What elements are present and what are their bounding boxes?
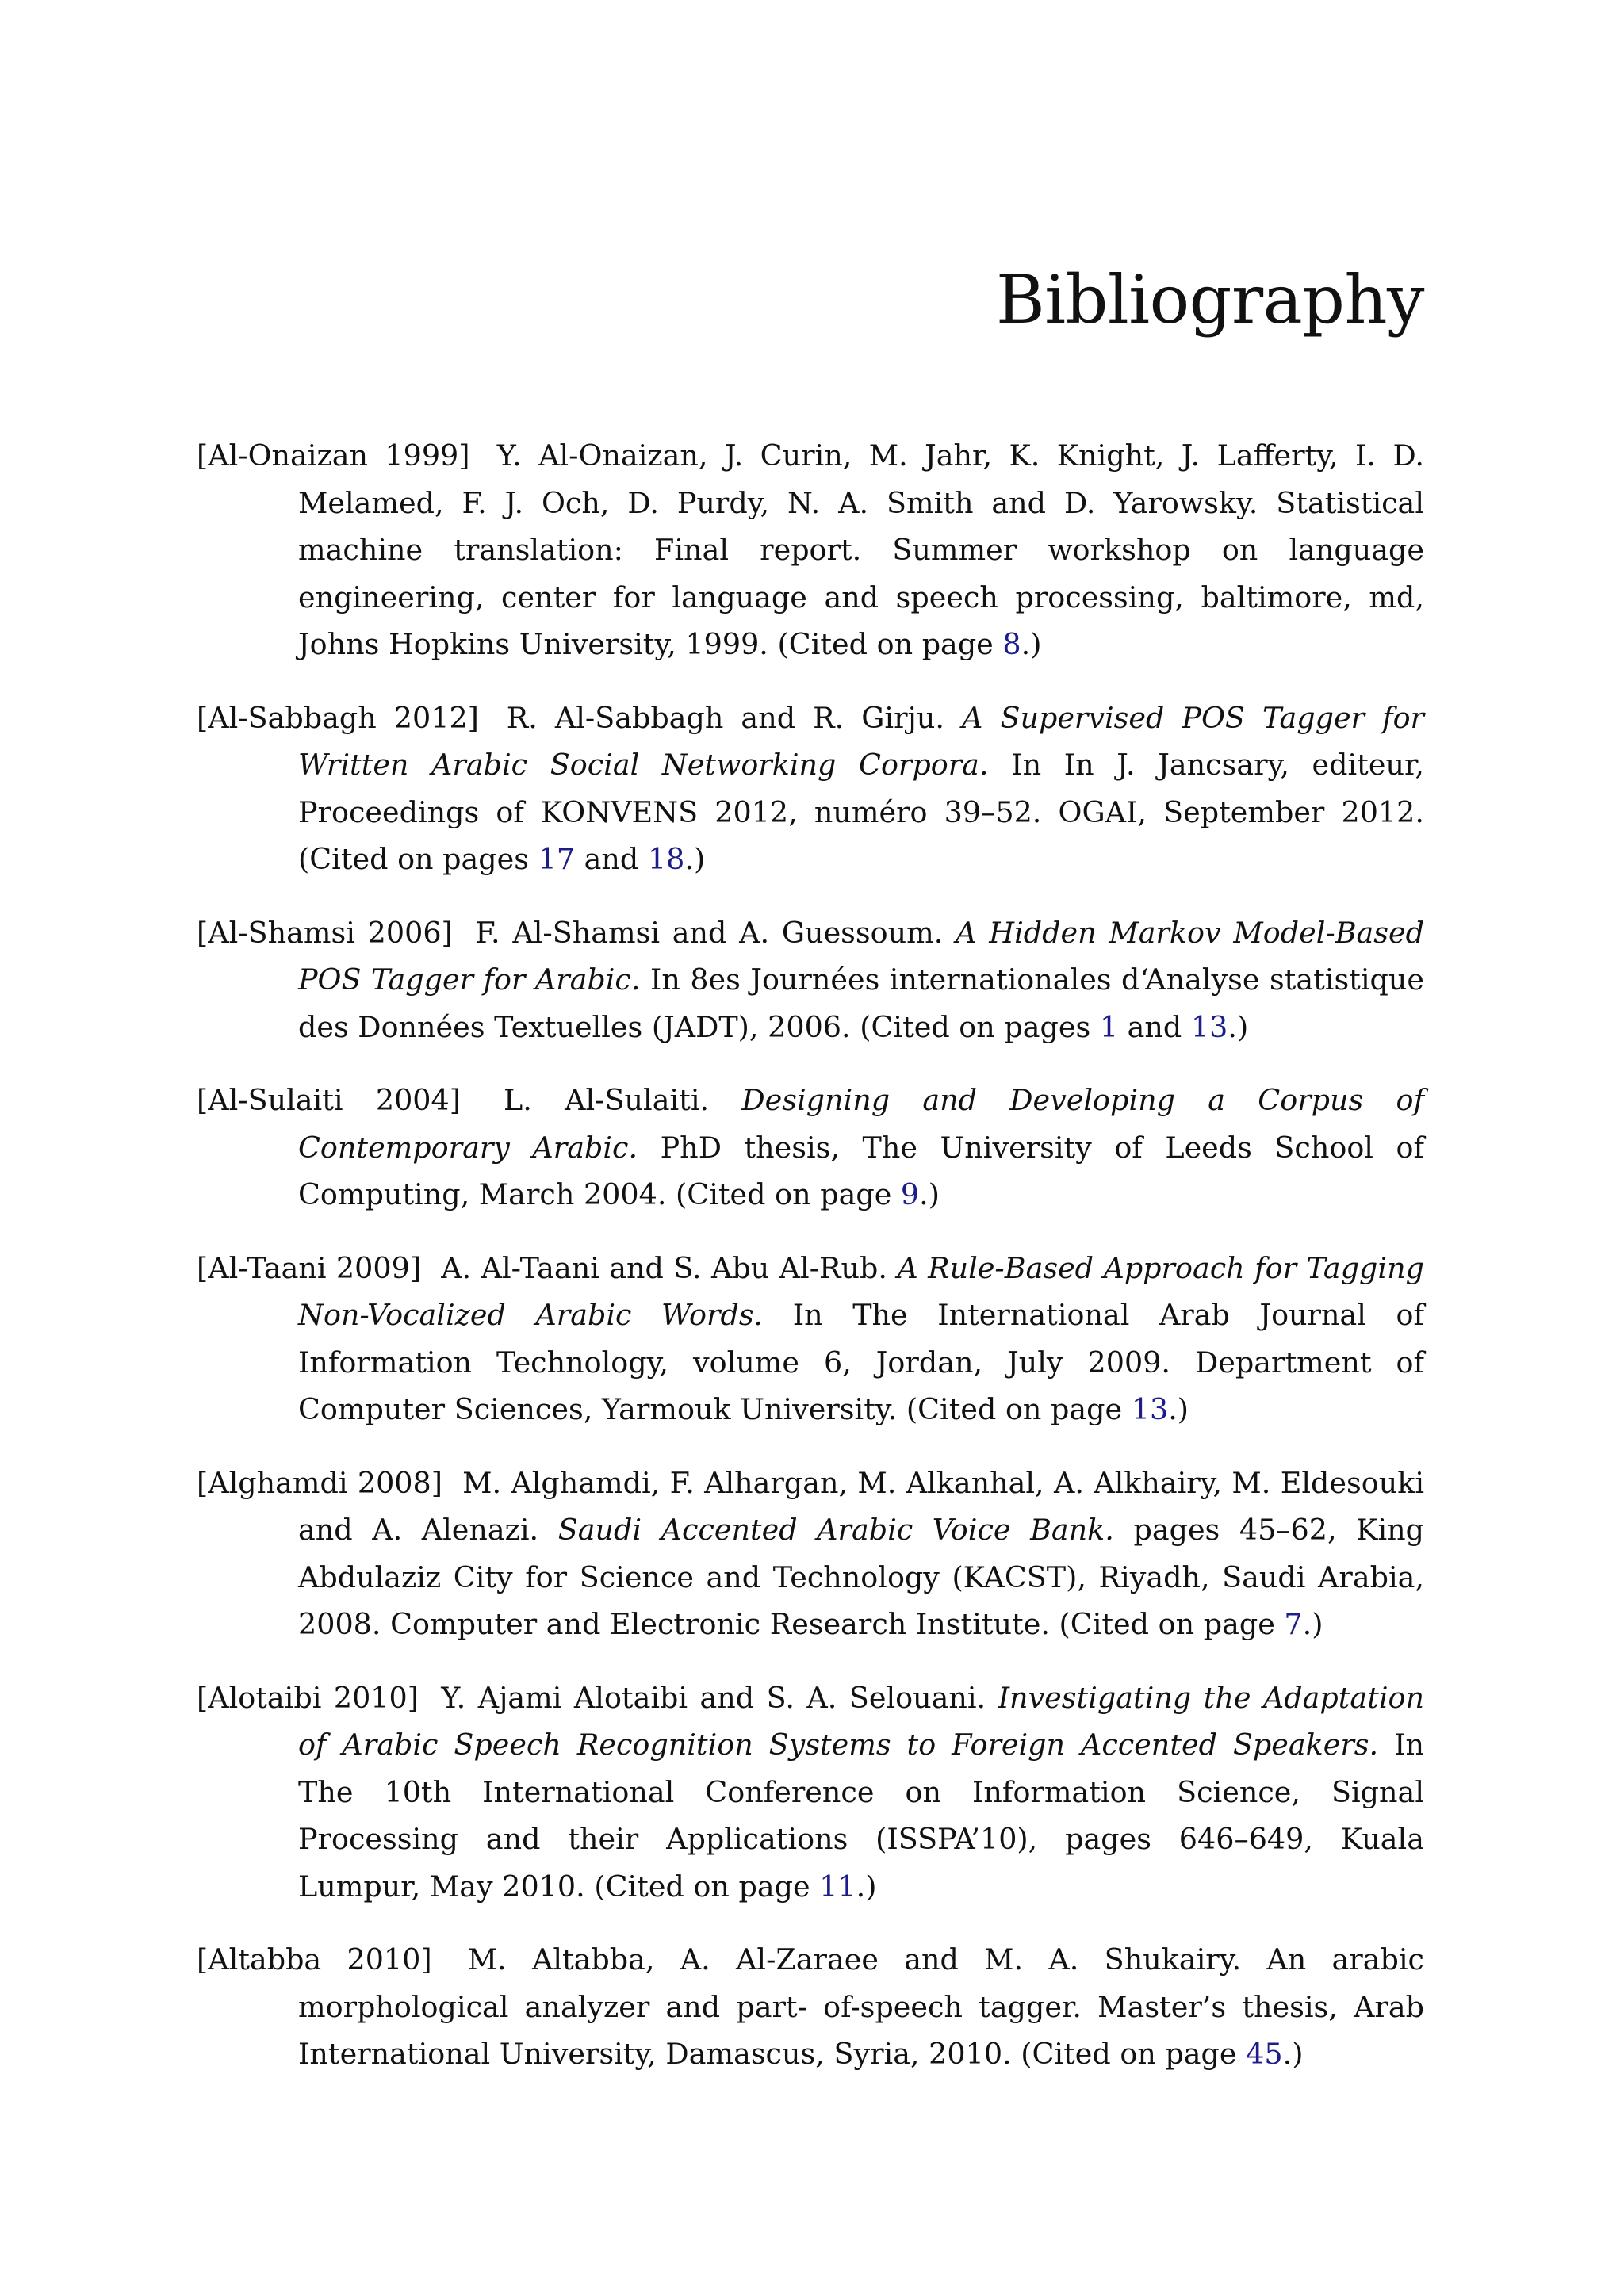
cited-page-link[interactable]: 1: [1099, 1009, 1119, 1044]
bib-cited-prefix: (Cited on page: [777, 627, 994, 661]
bib-cited-suffix: .): [1168, 1392, 1189, 1426]
bib-title: A Hidden Markov Model-Based POS Tagger for Arabic.: [298, 915, 1425, 997]
bib-entry: [197, 1936, 1424, 2078]
bib-key: [Al-Sabbagh 2012]: [197, 700, 479, 735]
bib-key: [Al-Onaizan 1999]: [197, 438, 470, 473]
bib-cited-prefix: (Cited on page: [1059, 1607, 1275, 1641]
bib-authors: M. Altabba, A. Al-Zaraee and M. A. Shukairy.: [467, 1942, 1242, 1976]
cited-page-link[interactable]: 18: [647, 842, 685, 876]
bib-authors: A. Al-Taani and S. Abu Al-Rub.: [441, 1250, 887, 1285]
page-title: Bibliography: [996, 261, 1424, 339]
bib-cited-prefix: (Cited on pages: [298, 842, 529, 876]
bib-details: In In J. Jancsary, editeur, Proceedings of KONVENS 2012, numéro 39–52. OGAI, September 2012.: [298, 748, 1424, 829]
bib-entry: [Al-Sabbagh 2012] R. Al-Sabbagh and R. Girju. A Supervised POS Tagger for Written Arabic Social Networking Corpora. In In J. Jancsary, editeur, Proceedings of KONVENS 2012, numéro 39–52. OGAI, September 2012. (Cited on pages 17 and 18.): [197, 700, 1424, 876]
bib-key: [Al-Taani 2009]: [197, 1250, 422, 1285]
cited-page-link[interactable]: 7: [1284, 1607, 1303, 1641]
bib-key: [Al-Shamsi 2006]: [197, 915, 453, 950]
bib-cited-prefix: (Cited on page: [676, 1177, 892, 1211]
bib-cited-suffix: .): [1282, 2037, 1304, 2071]
bib-authors: M. Alghamdi, F. Alhargan, M. Alkanhal, A. Alkhairy, M. Eldesouki and A. Alenazi.: [298, 1465, 1425, 1547]
bib-cited-suffix: .): [1021, 627, 1042, 661]
bib-title: Saudi Accented Arabic Voice Bank.: [557, 1513, 1114, 1547]
bib-title: Investigating the Adaptation of Arabic Speech Recognition Systems to Foreign Accented Speakers.: [298, 1680, 1425, 1762]
bib-title: A Supervised POS Tagger for Written Arabic Social Networking Corpora.: [298, 700, 1424, 782]
bib-details: An arabic morphological analyzer and part- of-speech tagger. Master’s thesis, Arab International University, Damascus, Syria, 2010.: [298, 1942, 1424, 2071]
bib-title: A Rule-Based Approach for Tagging Non-Vocalized Arabic Words.: [298, 1250, 1424, 1332]
bib-details: In The International Arab Journal of Information Technology, volume 6, Jordan, July 2009. Department of Computer Sciences, Yarmouk University.: [298, 1298, 1424, 1426]
cited-page-link[interactable]: 11: [819, 1869, 856, 1904]
bib-key: [Alghamdi 2008]: [197, 1465, 442, 1500]
bib-details: Statistical machine translation: Final report. Summer workshop on language engineering, center for language and speech processing, baltimore, md, Johns Hopkins University, 1999.: [298, 485, 1424, 661]
cited-page-link[interactable]: 8: [1002, 627, 1021, 661]
cited-page-link[interactable]: 9: [900, 1177, 920, 1211]
bib-cited-suffix: .): [919, 1177, 940, 1211]
bib-entry: [Al-Shamsi 2006] F. Al-Shamsi and A. Guessoum. A Hidden Markov Model-Based POS Tagger for Arabic. In 8es Journées internationales d‘Analyse statistique des Données Textuelles (JADT), 2006. (Cited on pages 1 and 13.): [197, 915, 1425, 1044]
bib-entry: [197, 1245, 1424, 1433]
bib-cited-suffix: .): [1302, 1607, 1323, 1641]
bib-cited-suffix: .): [684, 842, 706, 876]
cited-page-link[interactable]: 13: [1131, 1392, 1169, 1426]
bib-authors: F. Al-Shamsi and A. Guessoum.: [475, 915, 944, 950]
bib-details: pages 45–62, King Abdulaziz City for Science and Technology (KACST), Riyadh, Saudi Arabia, 2008. Computer and Electronic Research Institute.: [298, 1513, 1424, 1641]
bib-authors: R. Al-Sabbagh and R. Girju.: [506, 700, 944, 735]
bib-key: [Alotaibi 2010]: [197, 1680, 419, 1715]
bib-details: PhD thesis, The University of Leeds School of Computing, March 2004.: [298, 1130, 1424, 1211]
bib-title: Designing and Developing a Corpus of Contemporary Arabic.: [298, 1083, 1424, 1165]
bib-key: [Al-Sulaiti 2004]: [197, 1083, 461, 1117]
cited-page-link[interactable]: 45: [1246, 2037, 1283, 2071]
bib-entry: [197, 1460, 1424, 1648]
bib-entry: [197, 432, 1424, 668]
bib-cited-prefix: (Cited on page: [906, 1392, 1123, 1426]
bib-cited-suffix: .): [1228, 1009, 1249, 1044]
bib-details: In The 10th International Conference on Information Science, Signal Processing and their Applications (ISSPA’10), pages 646–649, Kuala Lumpur, May 2010.: [298, 1728, 1424, 1904]
cited-page-link[interactable]: 13: [1190, 1009, 1228, 1044]
bib-authors: Y. Al-Onaizan, J. Curin, M. Jahr, K. Knight, J. Lafferty, I. D. Melamed, F. J. Och, D. Purdy, N. A. Smith and D. Yarowsky.: [298, 438, 1425, 520]
bib-cited-prefix: (Cited on page: [594, 1869, 810, 1904]
bib-entry: [197, 1674, 1424, 1911]
cited-page-link[interactable]: 17: [538, 842, 576, 876]
bib-cited-prefix: (Cited on pages: [860, 1009, 1091, 1044]
bib-authors: Y. Ajami Alotaibi and S. A. Selouani.: [441, 1680, 986, 1715]
bib-details: In 8es Journées internationales d‘Analyse statistique des Données Textuelles (JADT), 2006.: [298, 962, 1424, 1044]
bib-entry: [197, 1077, 1424, 1219]
bib-authors: L. Al-Sulaiti.: [504, 1083, 710, 1117]
bib-key: [Altabba 2010]: [197, 1942, 432, 1976]
bibliography-list: [197, 432, 1424, 2104]
bib-cited-prefix: (Cited on page: [1021, 2037, 1237, 2071]
bib-cited-suffix: .): [856, 1869, 877, 1904]
